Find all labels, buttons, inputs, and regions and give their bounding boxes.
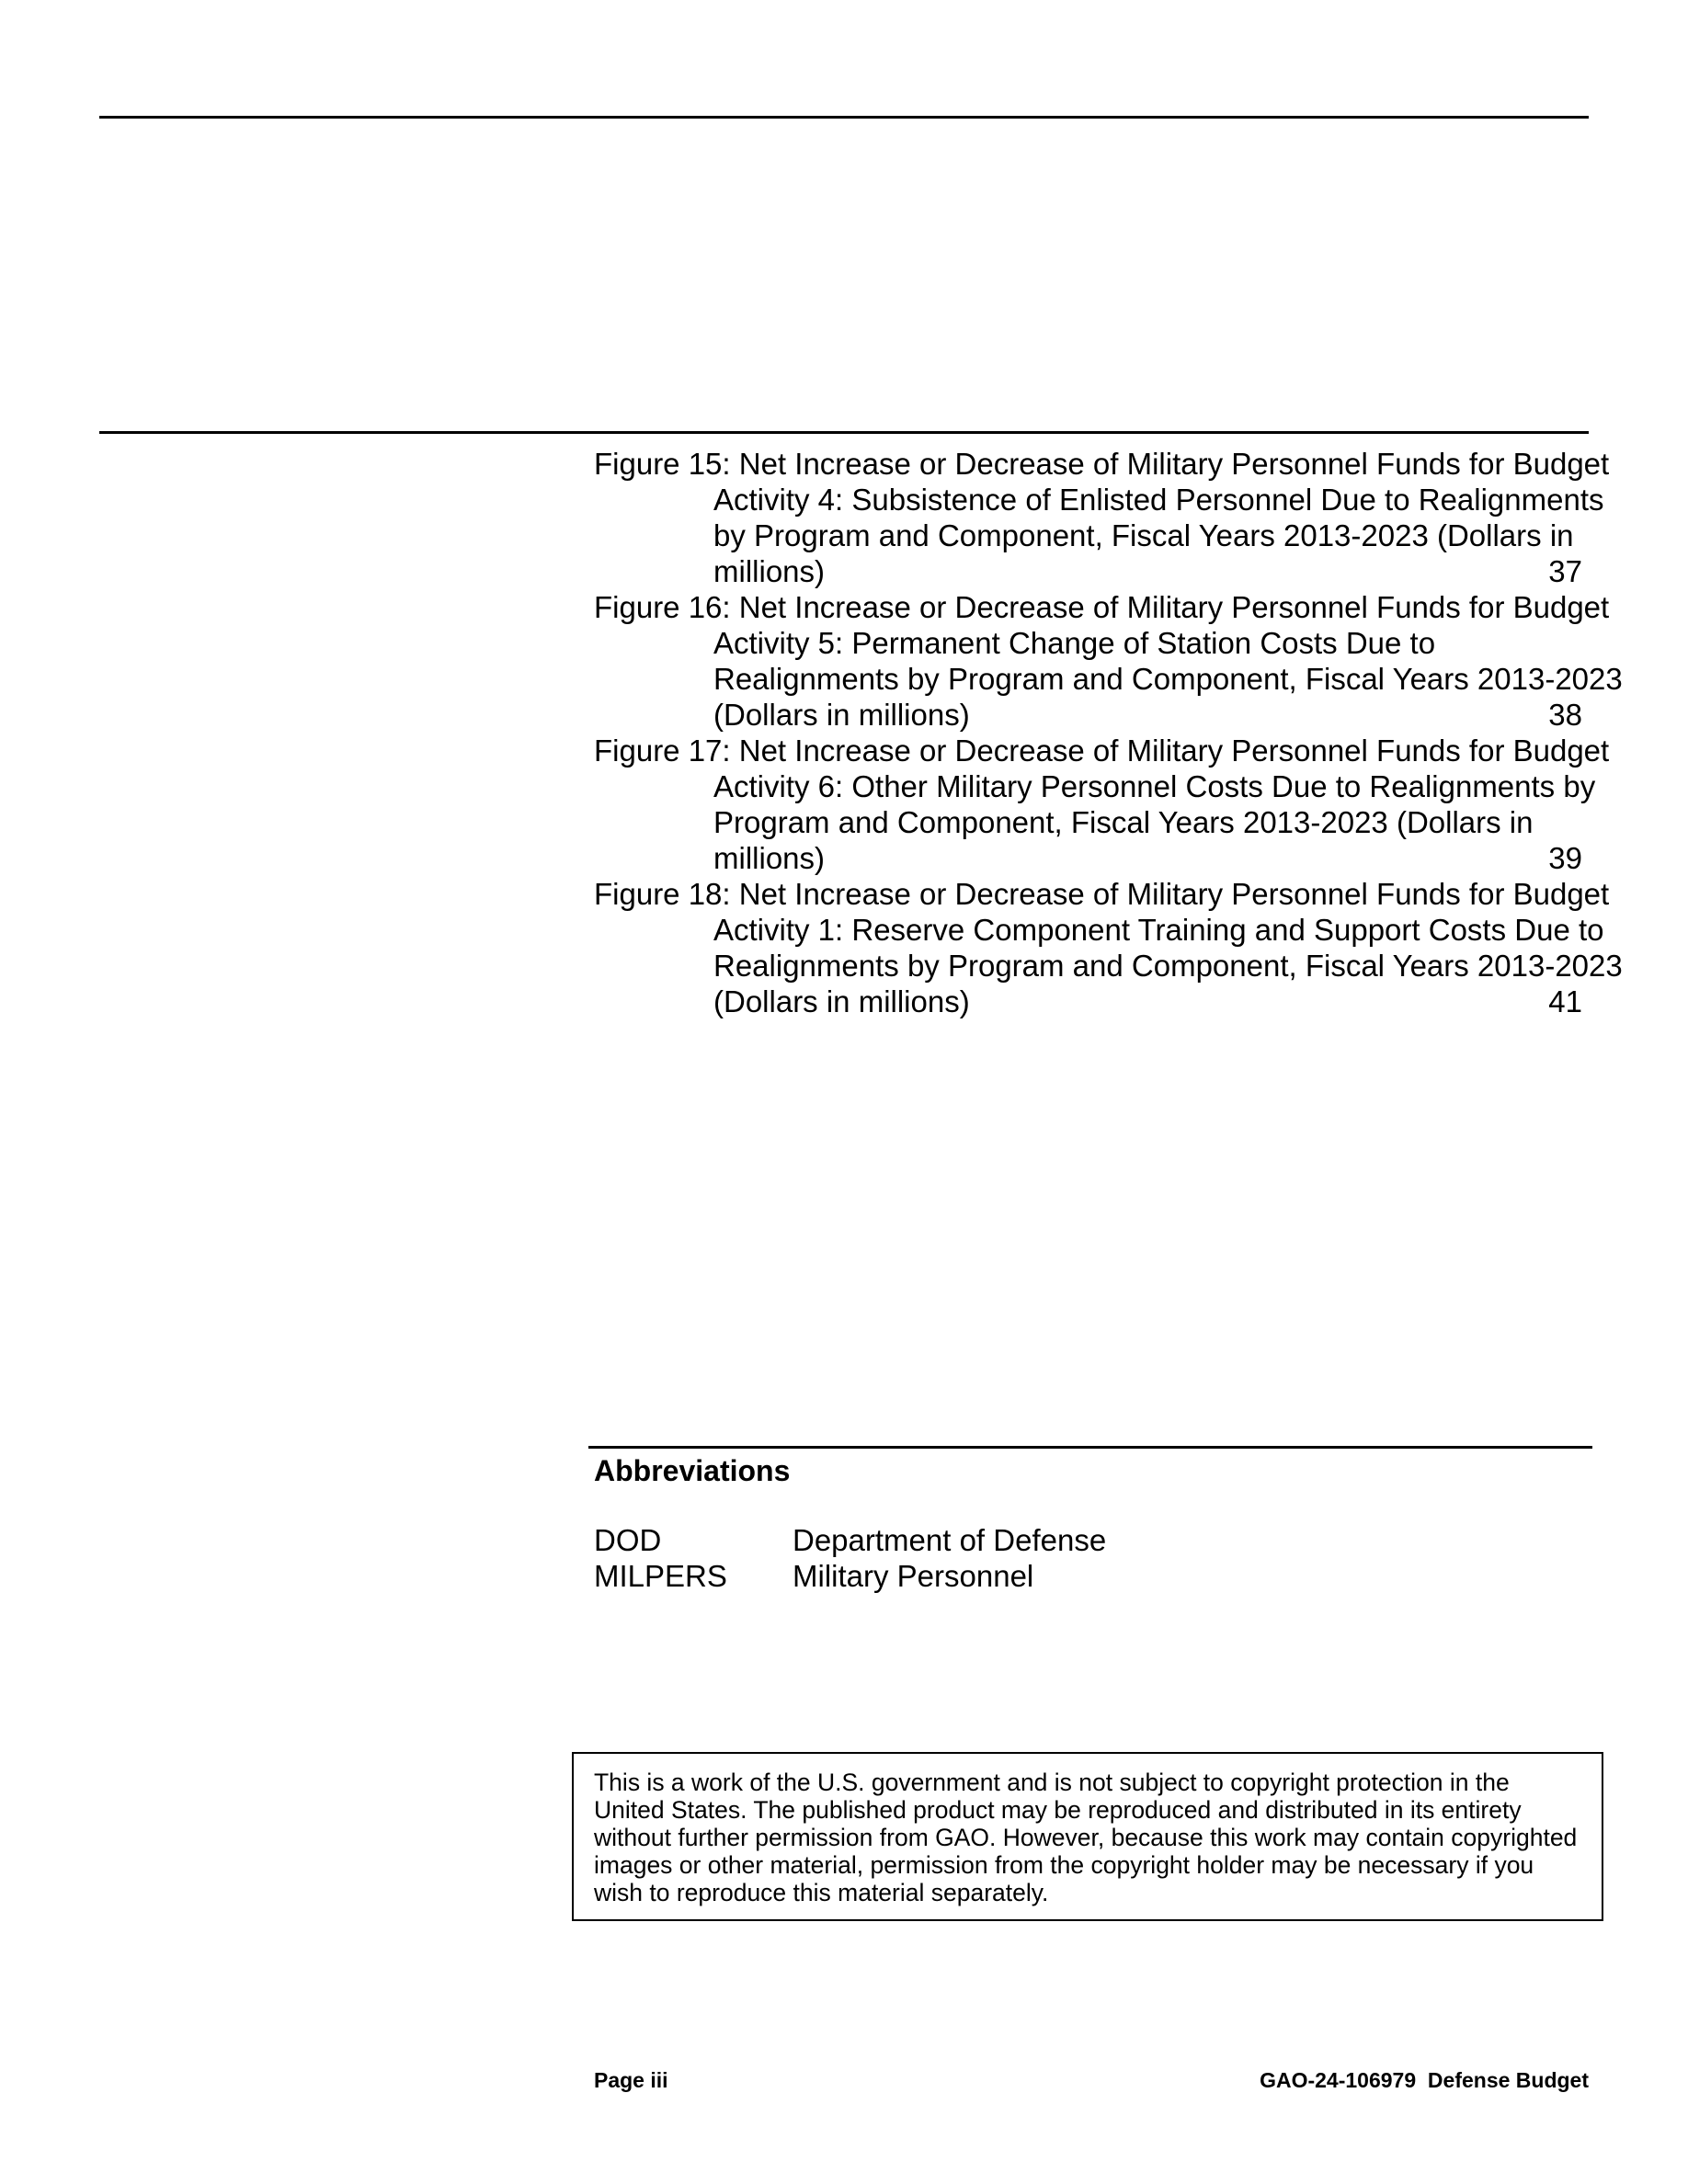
- toc-entry-page: 41: [1548, 984, 1582, 1018]
- abbreviation-row: [594, 1558, 1106, 1594]
- top-divider: [99, 116, 1589, 119]
- abbreviations-divider: [588, 1446, 1592, 1449]
- toc-entry[interactable]: [594, 876, 1623, 1019]
- page-number: Page iii: [594, 2068, 668, 2092]
- abbreviation-row: [594, 1522, 1106, 1558]
- toc-entry-page: 37: [1548, 554, 1582, 588]
- abbreviations-list: [594, 1522, 1106, 1594]
- abbreviations-heading: Abbreviations: [594, 1454, 791, 1487]
- abbreviation-term: DOD: [594, 1523, 662, 1557]
- report-identifier: GAO-24-106979 Defense Budget: [1260, 2068, 1589, 2092]
- toc-entry-title: Figure 16: Net Increase or Decrease of Military Personnel Funds for Budget Activity 5: Permanent Change of Station Costs Due to Realignments by Program and Component, Fiscal Years 2013-2023 (Dollars in millions): [594, 590, 1623, 732]
- toc-entry-title: Figure 17: Net Increase or Decrease of Military Personnel Funds for Budget Activity 6: Other Military Personnel Costs Due to Realignments by Program and Component, Fiscal Years 2013-2023 (Dollars in millions): [594, 734, 1610, 875]
- abbreviation-term: MILPERS: [594, 1559, 727, 1593]
- section-divider: [99, 431, 1589, 434]
- abbreviation-definition: Military Personnel: [793, 1559, 1034, 1593]
- toc-entry[interactable]: [594, 589, 1623, 733]
- toc-entry-page: 39: [1548, 841, 1582, 875]
- toc-entry-title: Figure 18: Net Increase or Decrease of Military Personnel Funds for Budget Activity 1: Reserve Component Training and Support Costs Due to Realignments by Program and Component, Fiscal Years 2013-2023 (Dollars in millions): [594, 877, 1623, 1018]
- abbreviation-definition: Department of Defense: [793, 1523, 1107, 1557]
- toc-entry-title: Figure 15: Net Increase or Decrease of Military Personnel Funds for Budget Activity 4: Subsistence of Enlisted Personnel Due to Realignments by Program and Component, Fiscal Years 2013-2023 (Dollars in millions): [594, 447, 1610, 588]
- toc-entry[interactable]: [594, 446, 1610, 589]
- toc-entry[interactable]: [594, 733, 1610, 876]
- list-of-figures: [594, 446, 1623, 1019]
- copyright-notice: This is a work of the U.S. government and is not subject to copyright protection in the United States. The published product may be reproduced and distributed in its entirety without further permission from GAO. However, because this work may contain copyrighted images or other material, permission from the copyright holder may be necessary if you wish to reproduce this material separately.: [572, 1752, 1603, 1921]
- toc-entry-page: 38: [1548, 698, 1582, 732]
